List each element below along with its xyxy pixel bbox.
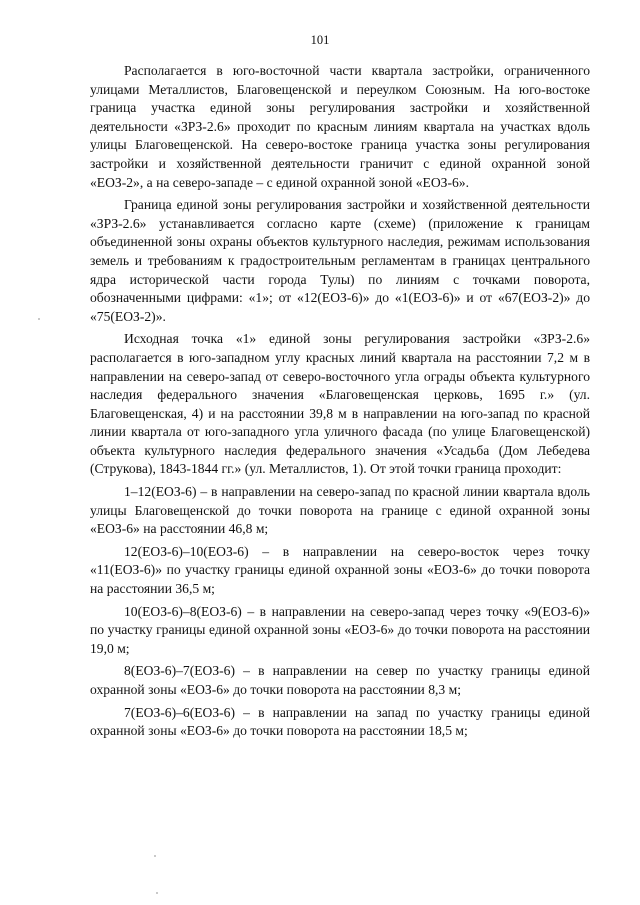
boundary-segment-8-7: 8(ЕОЗ-6)–7(ЕОЗ-6) – в направлении на север по участку границы единой охранной зоны «ЕОЗ-6» до точки поворота на расстоянии 8,3 м; xyxy=(90,663,590,697)
scan-speck xyxy=(154,855,156,857)
boundary-segment-10-8: 10(ЕОЗ-6)–8(ЕОЗ-6) – в направлении на северо-запад через точку «9(ЕОЗ-6)» по участку границы единой охранной зоны «ЕОЗ-6» до точки поворота на расстоянии 19,0 м; xyxy=(90,603,590,656)
page-number: 101 xyxy=(310,33,330,47)
scan-speck xyxy=(156,892,158,894)
boundary-segment-1-12: 1–12(ЕОЗ-6) – в направлении на северо-запад по красной линии квартала вдоль улицы Благовещенской до точки поворота на границе с единой охранной зоны «ЕОЗ-6» на расстоянии 46,8 м; xyxy=(90,484,590,537)
paragraph-location: Располагается в юго-восточной части квартала застройки, ограниченного улицами Металлистов, Благовещенской и переулком Союзным. На юго-востоке граница участка единой зоны регулирования застройки и хозяйственной деятельности «ЗРЗ-2.6» проходит по красным линиям квартала на участках вдоль улицы Благовещенской. На северо-востоке граница участка зоны регулирования застройки и хозяйственной деятельности граничит с единой охранной зоной «ЕОЗ-2», а на северо-западе – с единой охранной зоной «ЕОЗ-6». xyxy=(90,63,590,190)
paragraph-boundary-definition: Граница единой зоны регулирования застройки и хозяйственной деятельности «ЗРЗ-2.6» устанавливается согласно карте (схеме) (приложение к границам объединенной зоны охраны объектов культурного наследия, режимам использования земель и требованиям к градостроительным регламентам в границах центрального ядра исторической части города Тулы) по линиям с точками поворота, обозначенными цифрами: «1»; от «12(ЕОЗ-6)» до «1(ЕОЗ-6)» и от «67(ЕОЗ-2)» до «75(ЕОЗ-2)». xyxy=(90,197,590,324)
paragraph-starting-point: Исходная точка «1» единой зоны регулирования застройки «ЗРЗ-2.6» располагается в юго-западном углу красных линий квартала на расстоянии 7,2 м в направлении на северо-запад от северо-восточного угла ограды объекта культурного наследия федерального значения «Благовещенская церковь, 1695 г.» (ул. Благовещенская, 4) и на расстоянии 39,8 м в направлении на юго-запад по красной линии квартала от юго-западного угла уличного фасада (по улице Благовещенской) объекта культурного наследия федерального значения «Усадьба (Дом Лебедева (Струкова), 1843-1844 гг.» (ул. Металлистов, 1). От этой точки граница проходит: xyxy=(90,331,590,477)
boundary-segment-7-6: 7(ЕОЗ-6)–6(ЕОЗ-6) – в направлении на запад по участку границы единой охранной зоны «ЕОЗ-6» до точки поворота на расстоянии 18,5 м; xyxy=(90,704,590,739)
boundary-segment-12-10: 12(ЕОЗ-6)–10(ЕОЗ-6) – в направлении на северо-восток через точку «11(ЕОЗ-6)» по участку границы единой охранной зоны «ЕОЗ-6» до точки поворота на расстоянии 36,5 м; xyxy=(90,543,590,597)
document-body xyxy=(90,62,590,741)
scan-speck xyxy=(38,318,40,320)
